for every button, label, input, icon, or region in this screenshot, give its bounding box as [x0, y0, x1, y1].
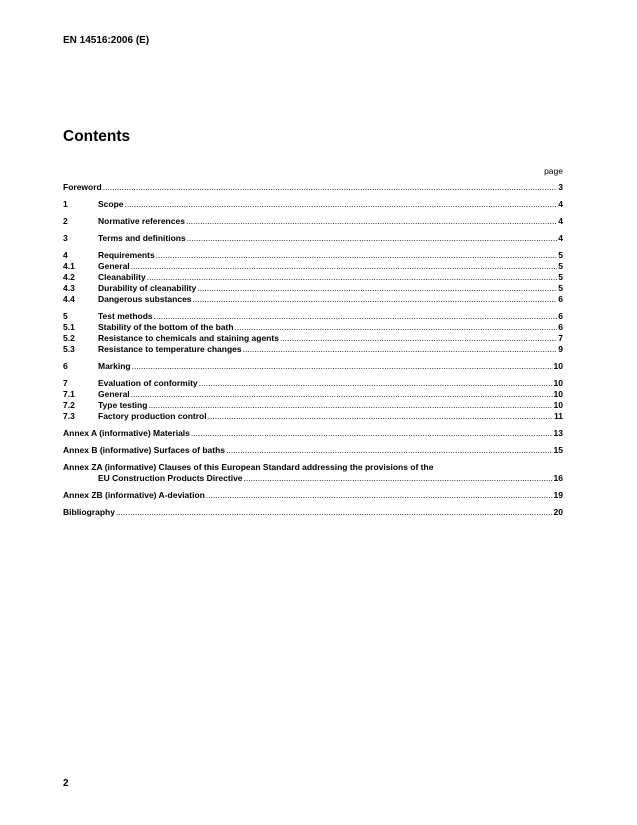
- toc-leader-dots: [208, 411, 553, 422]
- toc-entry-label: Dangerous substances: [98, 294, 192, 304]
- toc-entry[interactable]: [63, 411, 563, 422]
- toc-entry-page: 11: [554, 411, 563, 421]
- toc-entry[interactable]: [63, 344, 563, 355]
- toc-leader-dots: [193, 294, 558, 305]
- toc-entry[interactable]: [63, 389, 563, 400]
- toc-entry[interactable]: [63, 233, 563, 244]
- toc-leader-dots: [131, 389, 553, 400]
- toc-entry[interactable]: [63, 272, 563, 283]
- toc-entry-label: Stability of the bottom of the bath: [98, 322, 234, 332]
- toc-entry[interactable]: [63, 507, 563, 518]
- toc-entry-number: 4.1: [63, 261, 75, 271]
- toc-entry-number: 2: [63, 216, 68, 226]
- document-header: EN 14516:2006 (E): [63, 35, 150, 46]
- toc-leader-dots: [156, 250, 558, 261]
- toc-entry-label: Foreword: [63, 182, 102, 192]
- toc-entry-label-continued: EU Construction Products Directive: [98, 473, 243, 483]
- toc-leader-dots: [147, 272, 558, 283]
- toc-entry-page: 3: [558, 182, 563, 192]
- toc-entry-page: 6: [558, 294, 563, 304]
- toc-entry[interactable]: [63, 216, 563, 227]
- toc-leader-dots: [226, 445, 553, 456]
- toc-leader-dots: [199, 378, 553, 389]
- toc-entry-page: 13: [553, 428, 563, 438]
- toc-entry-label: General: [98, 389, 130, 399]
- toc-entry-label: Terms and definitions: [98, 233, 186, 243]
- toc-entry-page: 4: [558, 233, 563, 243]
- toc-entry-label: Scope: [98, 199, 124, 209]
- toc-entry-number: 7.1: [63, 389, 75, 399]
- toc-leader-dots: [187, 233, 558, 244]
- toc-entry-number: 7: [63, 378, 68, 388]
- toc-leader-dots: [243, 344, 558, 355]
- toc-entry-page: 19: [553, 490, 563, 500]
- toc-entry-page: 4: [558, 199, 563, 209]
- toc-entry[interactable]: [63, 445, 563, 456]
- toc-entry-page: 5: [558, 250, 563, 260]
- toc-entry-page: 6: [558, 311, 563, 321]
- toc-entry-page: 5: [558, 261, 563, 271]
- toc-entry[interactable]: [63, 322, 563, 333]
- toc-entry-number: 4.4: [63, 294, 75, 304]
- toc-entry-number: 7.3: [63, 411, 75, 421]
- toc-entry-number: 4.2: [63, 272, 75, 282]
- toc-entry-label: Annex B (informative) Surfaces of baths: [63, 445, 226, 455]
- toc-entry-label: Normative references: [98, 216, 185, 226]
- toc-entry-label: Annex A (informative) Materials: [63, 428, 190, 438]
- toc-entry-number: 5.2: [63, 333, 75, 343]
- toc-leader-dots: [244, 473, 553, 484]
- toc-entry[interactable]: [63, 294, 563, 305]
- toc-leader-dots: [206, 490, 553, 501]
- toc-entry-number: 6: [63, 361, 68, 371]
- toc-leader-dots: [116, 507, 553, 518]
- toc-entry-label: Test methods: [98, 311, 153, 321]
- toc-entry-number: 7.2: [63, 400, 75, 410]
- toc-entry-page: 4: [558, 216, 563, 226]
- toc-entry-page: 10: [553, 361, 563, 371]
- toc-leader-dots: [125, 199, 558, 210]
- toc-entry-number: 5: [63, 311, 68, 321]
- toc-entry-label: Cleanability: [98, 272, 146, 282]
- toc-entry-number: 5.1: [63, 322, 75, 332]
- toc-entry-page: 9: [558, 344, 563, 354]
- toc-entry[interactable]: [63, 250, 563, 261]
- toc-entry-page: 20: [553, 507, 563, 517]
- toc-entry-number: 1: [63, 199, 68, 209]
- page-number: 2: [63, 778, 69, 789]
- page-column-label: page: [544, 166, 563, 176]
- toc-entry-page: 10: [553, 378, 563, 388]
- toc-entry-number: 4.3: [63, 283, 75, 293]
- toc-entry-label: Factory production control: [98, 411, 207, 421]
- toc-entry-page: 16: [553, 473, 563, 483]
- toc-entry[interactable]: [63, 428, 563, 439]
- page-title: Contents: [63, 128, 131, 145]
- toc-entry-number: 5.3: [63, 344, 75, 354]
- toc-entry-page: 5: [558, 272, 563, 282]
- table-of-contents: [63, 182, 563, 518]
- toc-leader-dots: [235, 322, 558, 333]
- toc-entry[interactable]: [63, 378, 563, 389]
- toc-entry-label: Requirements: [98, 250, 155, 260]
- toc-leader-dots: [191, 428, 553, 439]
- toc-entry-page: 10: [553, 400, 563, 410]
- toc-entry-continuation[interactable]: [63, 473, 563, 484]
- toc-leader-dots: [148, 400, 552, 411]
- toc-entry[interactable]: [63, 361, 563, 372]
- toc-entry[interactable]: [63, 490, 563, 501]
- toc-leader-dots: [103, 182, 558, 193]
- toc-entry-label: Marking: [98, 361, 131, 371]
- toc-entry[interactable]: [63, 261, 563, 272]
- toc-entry-label: General: [98, 261, 130, 271]
- toc-entry-label: Evaluation of conformity: [98, 378, 198, 388]
- toc-entry[interactable]: [63, 311, 563, 322]
- toc-entry-label: Durability of cleanability: [98, 283, 197, 293]
- toc-leader-dots: [186, 216, 557, 227]
- toc-entry-number: 4: [63, 250, 68, 260]
- toc-entry-label: Annex ZB (informative) A-deviation: [63, 490, 205, 500]
- toc-entry-label: Resistance to temperature changes: [98, 344, 242, 354]
- toc-entry[interactable]: [63, 462, 563, 473]
- toc-leader-dots: [132, 361, 553, 372]
- toc-entry[interactable]: [63, 400, 563, 411]
- toc-entry-label: Bibliography: [63, 507, 115, 517]
- toc-leader-dots: [280, 333, 557, 344]
- toc-entry-page: 6: [558, 322, 563, 332]
- toc-entry-page: 15: [553, 445, 563, 455]
- toc-entry-label: Annex ZA (informative) Clauses of this European Standard addressing the provisions of the: [63, 462, 434, 472]
- toc-entry[interactable]: [63, 333, 563, 344]
- toc-entry-number: 3: [63, 233, 68, 243]
- toc-entry-page: 5: [558, 283, 563, 293]
- toc-leader-dots: [131, 261, 558, 272]
- toc-entry[interactable]: [63, 283, 563, 294]
- toc-leader-dots: [154, 311, 558, 322]
- toc-entry-page: 7: [558, 333, 563, 343]
- toc-entry[interactable]: [63, 182, 563, 193]
- toc-leader-dots: [197, 283, 557, 294]
- toc-entry[interactable]: [63, 199, 563, 210]
- toc-entry-page: 10: [553, 389, 563, 399]
- toc-entry-label: Resistance to chemicals and staining agents: [98, 333, 279, 343]
- toc-entry-label: Type testing: [98, 400, 148, 410]
